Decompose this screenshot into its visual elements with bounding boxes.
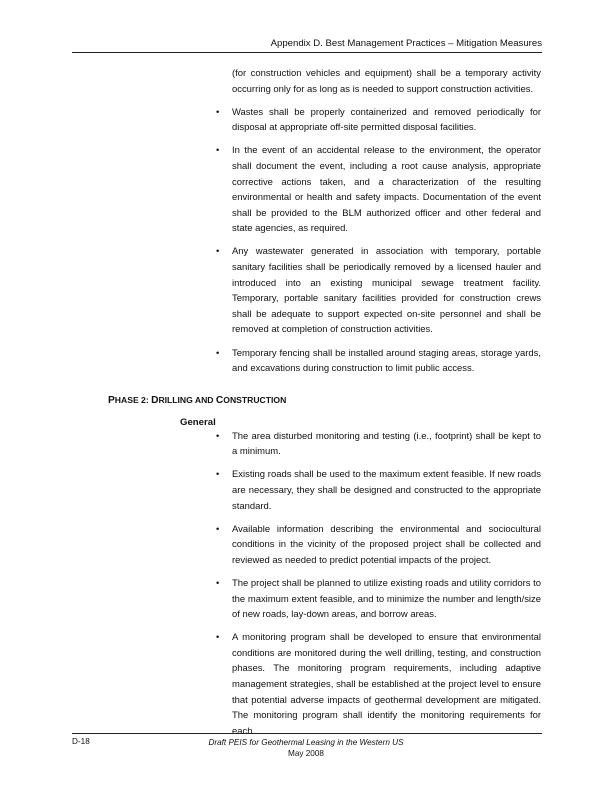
list-item-text: A monitoring program shall be developed to ensure that environmental conditions are monitored during the well drilling, testing, and construction phases. The monitoring program requirements, including adaptive management strategies, shall be established at the project level to ensure that potential adverse impacts of geothermal development are mitigated. The monitoring program shall identify the monitoring requirements for each: [232, 632, 541, 737]
list-item-text: Available information describing the environmental and sociocultural conditions in the vicinity of the proposed project shall be collected and reviewed as needed to predict potential impacts of the project.: [232, 523, 541, 566]
bullet-list-construction: [0, 105, 612, 377]
list-item: [216, 576, 541, 623]
bullet-icon: •: [216, 106, 220, 118]
continuation-paragraph: (for construction vehicles and equipment) shall be a temporary activity occurring only for as long as is needed to support construction activities.: [232, 68, 541, 95]
page-number: D-18: [72, 737, 90, 746]
bullet-icon: •: [216, 469, 220, 481]
list-item-text: The area disturbed monitoring and testing (i.e., footprint) shall be kept to a minimum.: [232, 430, 541, 458]
list-item-text: The project shall be planned to utilize existing roads and utility corridors to the maximum extent feasible, and to minimize the number and length/size of new roads, lay-down areas, and borrow areas.: [232, 577, 541, 621]
list-item: [216, 467, 541, 514]
list-item: [216, 244, 541, 338]
bullet-list-general: [0, 429, 612, 740]
document-title: Draft PEIS for Geothermal Leasing in the Western US: [208, 738, 404, 747]
document-date: May 2008: [288, 749, 324, 758]
list-item: [216, 105, 541, 136]
list-item: [216, 522, 541, 569]
list-item-text: Wastes shall be properly containerized and removed periodically for disposal at appropriate off-site permitted disposal facilities.: [232, 106, 541, 134]
bullet-icon: •: [216, 145, 220, 157]
bullet-icon: •: [216, 632, 220, 644]
list-item: [216, 630, 541, 739]
list-item: [216, 429, 541, 460]
bullet-icon: •: [216, 577, 220, 589]
page-content: [0, 66, 612, 739]
list-item: [216, 143, 541, 237]
section-heading: PHASE 2: DRILLING AND CONSTRUCTION: [108, 394, 287, 406]
running-header: Appendix D. Best Management Practices – Mitigation Measures: [72, 38, 542, 53]
list-item-text: Any wastewater generated in association with temporary, portable sanitary facilities shall be periodically removed by a licensed hauler and introduced into an existing municipal sewage treatment facility. Temporary, portable sanitary facilities provided for construction crews shall be adequate to support expected on-site personnel and shall be removed at completion of construction activities.: [232, 246, 541, 336]
bullet-icon: •: [216, 347, 220, 359]
bullet-icon: •: [216, 523, 220, 535]
list-item: [216, 346, 541, 377]
footer-divider: [72, 733, 542, 734]
subheading-general: General: [180, 416, 216, 428]
list-item-text: Existing roads shall be used to the maximum extent feasible. If new roads are necessary, they shall be designed and constructed to the appropriate standard.: [232, 469, 541, 512]
footer-center: [0, 737, 612, 759]
list-item-text: Temporary fencing shall be installed around staging areas, storage yards, and excavations during construction to limit public access.: [232, 347, 541, 375]
bullet-icon: •: [216, 430, 220, 442]
bullet-icon: •: [216, 246, 220, 258]
list-item-text: In the event of an accidental release to the environment, the operator shall document the event, including a root cause analysis, appropriate corrective actions taken, and a characterization of the resulting environmental or health and safety impacts. Documentation of the event shall be provided to the BLM authorized officer and other federal and state agencies, as required.: [232, 145, 541, 235]
